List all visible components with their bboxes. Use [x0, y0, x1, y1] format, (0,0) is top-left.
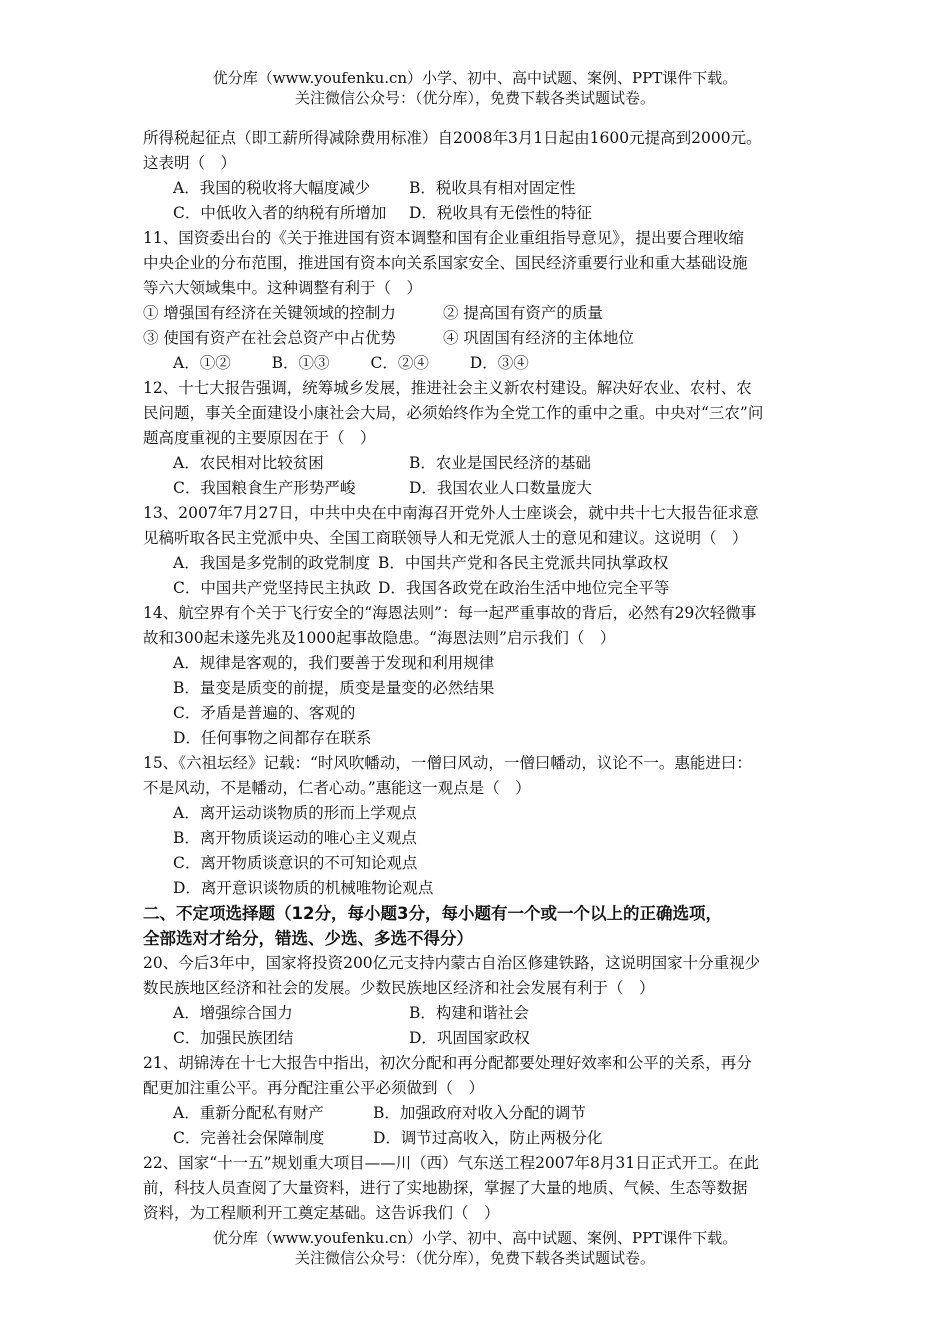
option-row [143, 1101, 813, 1126]
section-heading [143, 901, 813, 951]
question-stem: 12、十七大报告强调，统筹城乡发展，推进社会主义新农村建设。解决好农业、农村、农 [143, 379, 752, 397]
option-row [143, 451, 813, 476]
question-stem: 21、胡锦涛在十七大报告中指出，初次分配和再分配都要处理好效率和公平的关系，再分 [143, 1054, 752, 1072]
statement-4: ④ 巩固国有经济的主体地位 [443, 329, 634, 347]
question-stem: 数民族地区经济和社会的发展。少数民族地区经济和社会发展有利于（ ） [143, 979, 655, 997]
option-row [143, 551, 813, 576]
option-row [143, 176, 813, 201]
question-22 [143, 1151, 813, 1226]
option-d: D．巩固国家政权 [409, 1029, 530, 1047]
question-12 [143, 376, 813, 501]
statement-3: ③ 使国有资产在社会总资产中占优势 [143, 329, 396, 347]
exam-body [143, 126, 813, 1226]
option-a: A．①② [173, 354, 231, 372]
option-d: D．任何事物之间都存在联系 [173, 729, 372, 747]
option-d: D．调节过高收入，防止两极分化 [373, 1129, 603, 1147]
section-heading-line: 全部选对才给分，错选、少选、多选不得分） [143, 929, 473, 948]
option-b: B．加强政府对收入分配的调节 [373, 1104, 586, 1122]
option-c: C．②④ [370, 354, 429, 372]
option-row [143, 1001, 813, 1026]
statement-row [143, 326, 813, 351]
header-line-2: 关注微信公众号：（优分库），免费下载各类试题试卷。 [294, 89, 655, 107]
section-heading-line: 二、不定项选择题（12分，每小题3分，每小题有一个或一个以上的正确选项， [143, 904, 722, 923]
question-stem: 这表明（ ） [143, 154, 237, 172]
question-stem: 所得税起征点（即工薪所得减除费用标准）自2008年3月1日起由1600元提高到2000元。 [143, 129, 762, 147]
question-14 [143, 601, 813, 751]
header-line-1: 优分库（www.youfenku.cn）小学、初中、高中试题、案例、PPT课件下载。 [212, 69, 738, 87]
option-d: D．税收具有无偿性的特征 [409, 204, 592, 222]
option-c: C．中低收入者的纳税有所增加 [173, 204, 387, 222]
question-stem: 题高度重视的主要原因在于（ ） [143, 429, 376, 447]
footer-line-2: 关注微信公众号：（优分库），免费下载各类试题试卷。 [294, 1249, 655, 1267]
question-stem: 资料，为工程顺利开工奠定基础。这告诉我们（ ） [143, 1204, 500, 1222]
option-a: A．我国的税收将大幅度减少 [173, 179, 371, 197]
option-a: A．我国是多党制的政党制度 [173, 554, 371, 572]
footer-line-1: 优分库（www.youfenku.cn）小学、初中、高中试题、案例、PPT课件下载。 [212, 1229, 738, 1247]
question-13 [143, 501, 813, 601]
question-stem: 前，科技人员查阅了大量资料，进行了实地勘探，掌握了大量的地质、气候、生态等数据 [143, 1179, 748, 1197]
option-row [143, 1026, 813, 1051]
option-c: C．完善社会保障制度 [173, 1129, 325, 1147]
question-21 [143, 1051, 813, 1151]
option-b: B．构建和谐社会 [409, 1004, 529, 1022]
option-row [143, 201, 813, 226]
option-c: C．中国共产党坚持民主执政 [173, 579, 371, 597]
option-c: C．我国粮食生产形势严峻 [173, 479, 356, 497]
question-stem: 22、国家“十一五”规划重大项目——川（西）气东送工程2007年8月31日正式开工。在此 [143, 1154, 760, 1172]
question-stem: 14、航空界有个关于飞行安全的“海恩法则”：每一起严重事故的背后，必然有29次轻微事 [143, 604, 757, 622]
question-11 [143, 226, 813, 376]
statement-2: ② 提高国有资产的质量 [443, 304, 603, 322]
option-b: B．中国共产党和各民主党派共同执掌政权 [378, 554, 669, 572]
option-row [143, 351, 813, 376]
question-20 [143, 951, 813, 1051]
question-stem: 11、国资委出台的《关于推进国有资本调整和国有企业重组指导意见》，提出要合理收缩 [143, 229, 744, 247]
option-a: A．增强综合国力 [173, 1004, 293, 1022]
question-stem: 配更加注重公平。再分配注重公平必须做到（ ） [143, 1079, 485, 1097]
question-10 [143, 126, 813, 226]
statement-row [143, 301, 813, 326]
question-stem: 中央企业的分布范围，推进国有资本向关系国家安全、国民经济重要行业和重大基础设施 [143, 254, 748, 272]
question-stem: 不是风动，不是幡动，仁者心动。”惠能这一观点是（ ） [143, 779, 531, 797]
question-15 [143, 751, 813, 901]
option-d: D．我国农业人口数量庞大 [409, 479, 592, 497]
question-stem: 15、《六祖坛经》记载：“时风吹幡动，一僧曰风动，一僧曰幡动，议论不一。惠能进曰： [143, 754, 752, 772]
statement-1: ① 增强国有经济在关键领域的控制力 [143, 304, 396, 322]
option-b: B．农业是国民经济的基础 [409, 454, 591, 472]
option-b: B．量变是质变的前提，质变是量变的必然结果 [173, 679, 495, 697]
page-header [0, 68, 950, 108]
option-d: D．离开意识谈物质的机械唯物论观点 [173, 879, 434, 897]
option-a: A．农民相对比较贫困 [173, 454, 324, 472]
question-stem: 故和300起未遂先兆及1000起事故隐患。“海恩法则”启示我们（ ） [143, 629, 616, 647]
question-stem: 见稿听取各民主党派中央、全国工商联领导人和无党派人士的意见和建议。这说明（ ） [143, 529, 748, 547]
option-c: C．离开物质谈意识的不可知论观点 [173, 854, 418, 872]
option-c: C．矛盾是普遍的、客观的 [173, 704, 356, 722]
question-stem: 等六大领域集中。这种调整有利于（ ） [143, 279, 423, 297]
option-a: A．重新分配私有财产 [173, 1104, 324, 1122]
page-footer [0, 1228, 950, 1268]
question-stem: 20、今后3年中，国家将投资200亿元支持内蒙古自治区修建铁路，这说明国家十分重视少 [143, 954, 761, 972]
question-stem: 民问题，事关全面建设小康社会大局，必须始终作为全党工作的重中之重。中央对“三农”问 [143, 404, 764, 422]
option-row [143, 476, 813, 501]
option-b: B．税收具有相对固定性 [409, 179, 576, 197]
option-a: A．规律是客观的，我们要善于发现和利用规律 [173, 654, 495, 672]
option-d: D．我国各政党在政治生活中地位完全平等 [378, 579, 670, 597]
option-c: C．加强民族团结 [173, 1029, 294, 1047]
option-row [143, 1126, 813, 1151]
option-row [143, 576, 813, 601]
option-b: B．①③ [271, 354, 330, 372]
option-b: B．离开物质谈运动的唯心主义观点 [173, 829, 417, 847]
option-a: A．离开运动谈物质的形而上学观点 [173, 804, 417, 822]
option-d: D．③④ [469, 354, 529, 372]
question-stem: 13、2007年7月27日，中共中央在中南海召开党外人士座谈会，就中共十七大报告征求意 [143, 504, 759, 522]
